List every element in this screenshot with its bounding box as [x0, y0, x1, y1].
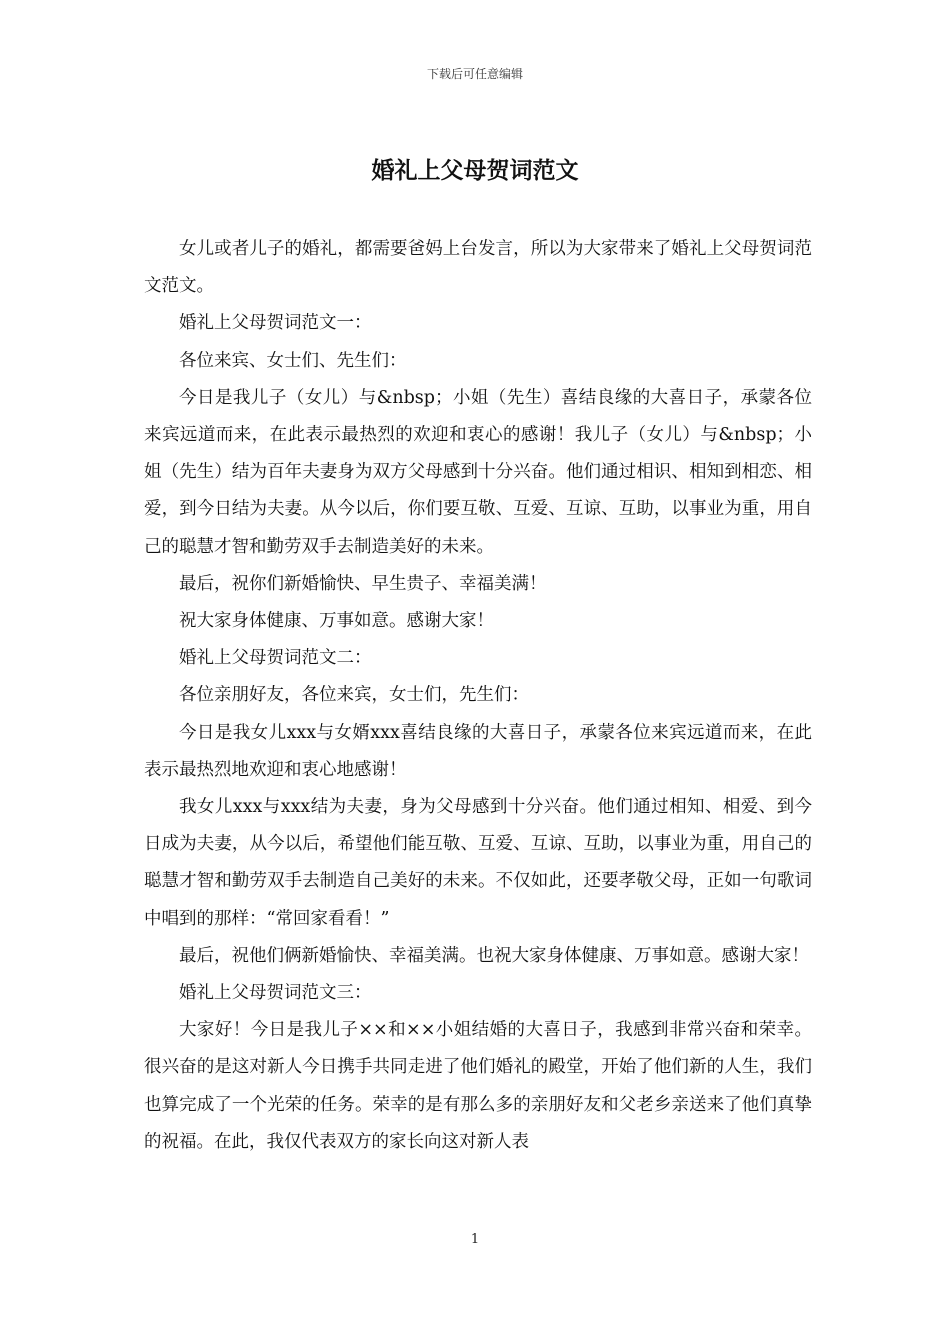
paragraph-body-one: 今日是我儿子（女儿）与&nbsp；小姐（先生）喜结良缘的大喜日子，承蒙各位来宾远道而来，在此表示最热烈的欢迎和衷心的感谢！我儿子（女儿）与&nbsp；小姐（先生）结为百年夫妻身为双方父母感到十分兴奋。他们通过相识、相知到相恋、相爱，到今日结为夫妻。从今以后，你们要互敬、互爱、互谅、互助，以事业为重，用自己的聪慧才智和勤劳双手去制造美好的未来。 — [144, 387, 812, 557]
page-number: 1 — [470, 1232, 480, 1247]
paragraph-greeting-two: 各位亲朋好友，各位来宾，女士们，先生们： — [179, 685, 529, 706]
paragraph-intro: 女儿或者儿子的婚礼，都需要爸妈上台发言，所以为大家带来了婚礼上父母贺词范文范文。 — [144, 239, 812, 297]
header-note: 下载后可任意编辑 — [426, 67, 523, 81]
document-body — [144, 231, 812, 1161]
section-heading-one: 婚礼上父母贺词范文一： — [179, 313, 372, 334]
paragraph-wish-one: 最后，祝你们新婚愉快、早生贵子、幸福美满！ — [179, 573, 547, 594]
paragraph-wish-two: 最后，祝他们俩新婚愉快、幸福美满。也祝大家身体健康、万事如意。感谢大家！ — [179, 945, 809, 966]
section-heading-two: 婚礼上父母贺词范文二： — [179, 648, 372, 669]
paragraph-body-two-a: 今日是我女儿xxx与女婿xxx喜结良缘的大喜日子，承蒙各位来宾远道而来，在此表示最热烈地欢迎和衷心地感谢！ — [144, 722, 812, 780]
paragraph-body-three: 大家好！今日是我儿子××和××小姐结婚的大喜日子，我感到非常兴奋和荣幸。很兴奋的是这对新人今日携手共同走进了他们婚礼的殿堂，开始了他们新的人生，我们也算完成了一个光荣的任务。荣幸的是有那么多的亲朋好友和父老乡亲送来了他们真挚的祝福。在此，我仅代表双方的家长向这对新人表 — [144, 1020, 812, 1152]
paragraph-greeting-one: 各位来宾、女士们、先生们： — [179, 350, 407, 371]
document-title: 婚礼上父母贺词范文 — [371, 157, 579, 184]
paragraph-body-two-b: 我女儿xxx与xxx结为夫妻，身为父母感到十分兴奋。他们通过相知、相爱、到今日成为夫妻，从今以后，希望他们能互敬、互爱、互谅、互助，以事业为重，用自己的聪慧才智和勤劳双手去制造自己美好的未来。不仅如此，还要孝敬父母，正如一句歌词中唱到的那样：“常回家看看！” — [144, 797, 812, 929]
section-heading-three: 婚礼上父母贺词范文三： — [179, 983, 372, 1004]
paragraph-thanks-one: 祝大家身体健康、万事如意。感谢大家！ — [179, 611, 494, 632]
